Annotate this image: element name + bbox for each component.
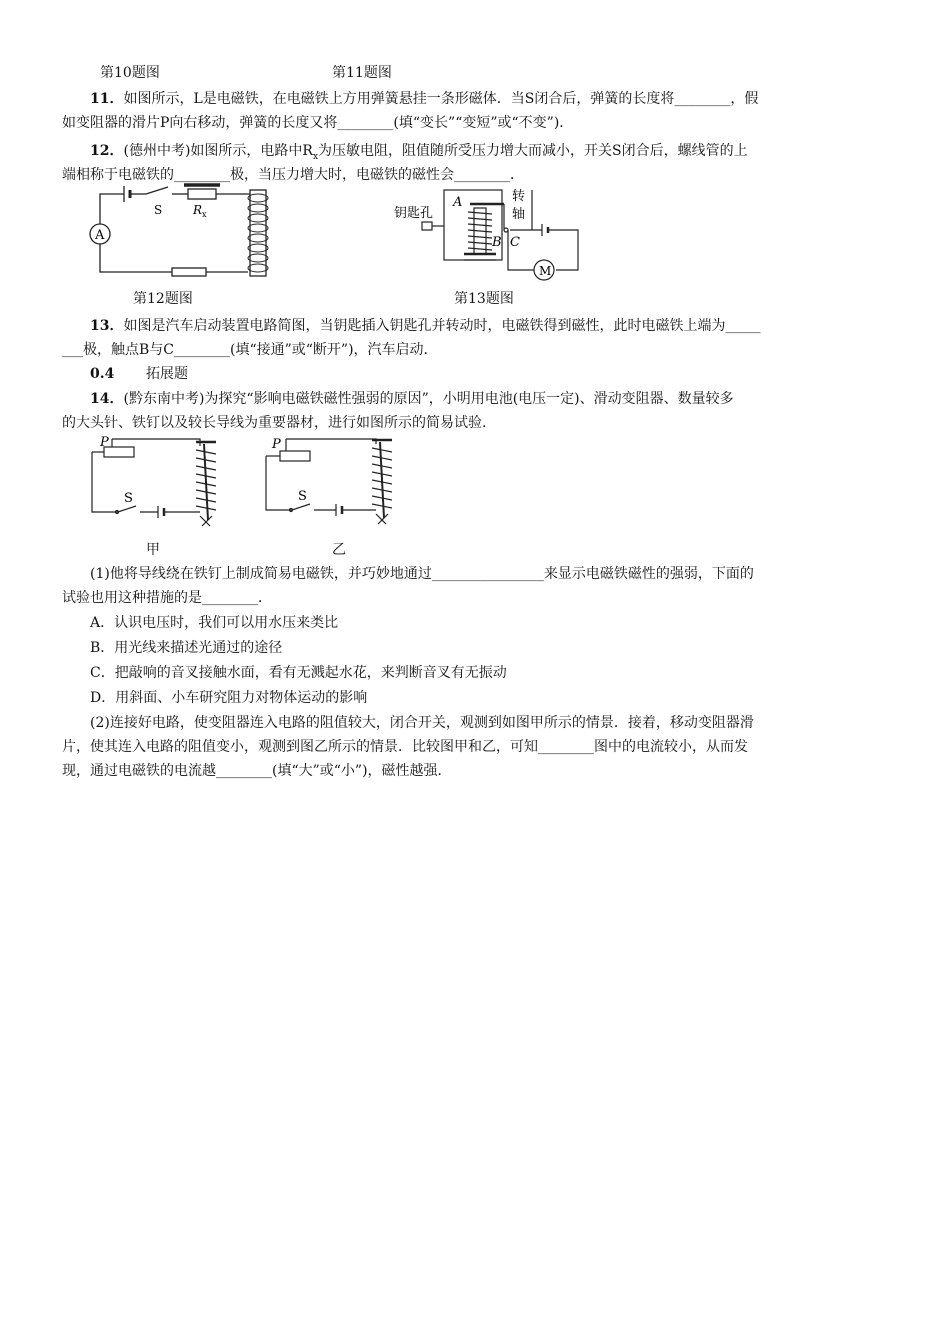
q14-part2-line2: 片，使其连入电路的阻值变小，观测到图乙所示的情景．比较图甲和乙，可知________图中的电流较小，从而发 (62, 739, 748, 755)
fig11-caption: 第11题图 (332, 65, 392, 81)
q14-option-b: B．用光线来描述光通过的途径 (90, 640, 283, 656)
q13-line1 (90, 316, 760, 336)
fig14-yi-s-label: S (298, 489, 307, 504)
fig13-starter-diagram (392, 184, 592, 284)
fig13-axis-label-1: 转 (512, 189, 526, 204)
q14-part1-line2: 试验也用这种措施的是________． (62, 590, 272, 606)
section-title: 拓展题 (146, 366, 188, 382)
fig13-label-c: C (510, 235, 520, 250)
fig10-caption: 第10题图 (100, 65, 160, 81)
fig13-keyhole-label: 钥匙孔 (394, 206, 434, 221)
fig13-axis-label-2: 轴 (512, 207, 526, 222)
fig13-label-b: B (492, 235, 502, 250)
fig12-switch-label: S (154, 203, 163, 217)
fig14-yi-p-label: P (272, 437, 281, 452)
q14-line1 (90, 389, 734, 409)
fig14-jia-s-label: S (124, 491, 133, 506)
q11-line1 (90, 89, 758, 109)
q12-number: 12． (90, 143, 124, 159)
q11-text-1: 如图所示，L是电磁铁，在电磁铁上方用弹簧悬挂一条形磁体．当S闭合后，弹簧的长度将________，假 (123, 91, 759, 107)
fig14-yi-caption: 乙 (332, 542, 346, 558)
q14-option-c: C．把敲响的音叉接触水面，看有无溅起水花，来判断音叉有无振动 (90, 665, 507, 681)
section-number: 0.4 (90, 366, 115, 382)
q12-text-1: (德州中考)如图所示，电路中R (123, 143, 313, 159)
q12-text-1b: 为压敏电阻，阻值随所受压力增大而减小，开关S闭合后，螺线管的上 (318, 143, 748, 159)
q13-number: 13． (90, 318, 124, 334)
q13-text-1: 如图是汽车启动装置电路简图，当钥匙插入钥匙孔并转动时，电磁铁得到磁性，此时电磁铁上端为_____ (123, 318, 761, 334)
fig12-circuit-diagram (80, 182, 285, 287)
fig12-resistor-label: R (193, 203, 203, 217)
q14-part1-line1: (1)他将导线绕在铁钉上制成简易电磁铁，并巧妙地通过________________来显示电磁铁磁性的强弱，下面的 (90, 566, 754, 582)
q12-subscript: x (312, 151, 319, 162)
q13-line2: ___极，触点B与C________(填“接通”或“断开”)，汽车启动． (62, 342, 438, 358)
q14-part2-line3: 现，通过电磁铁的电流越________(填“大”或“小”)，磁性越强． (62, 763, 452, 779)
fig14-yi-diagram (258, 434, 408, 529)
q14-text-1: (黔东南中考)为探究“影响电磁铁磁性强弱的原因”，小明用电池(电压一定)、滑动变阻器、数量较多 (123, 391, 734, 407)
q11-line2: 如变阻器的滑片P向右移动，弹簧的长度又将________(填“变长”“变短”或“不变”)． (62, 115, 574, 131)
q14-option-a: A．认识电压时，我们可以用水压来类比 (90, 615, 339, 631)
q14-option-d: D．用斜面、小车研究阻力对物体运动的影响 (90, 690, 368, 706)
fig13-label-a: A (453, 195, 463, 210)
q12-line1 (90, 141, 748, 167)
fig14-jia-caption: 甲 (146, 542, 160, 558)
fig14-jia-diagram (84, 436, 234, 531)
q12-line2: 端相称于电磁铁的________极，当压力增大时，电磁铁的磁性会________． (62, 167, 524, 183)
fig14-jia-p-label: P (100, 436, 109, 450)
fig12-resistor-subscript: x (202, 210, 207, 219)
q14-number: 14． (90, 391, 124, 407)
fig12-ammeter-label: A (95, 228, 105, 243)
fig12-caption: 第12题图 (133, 291, 193, 307)
fig13-caption: 第13题图 (454, 291, 514, 307)
fig13-motor-label: M (539, 264, 552, 278)
q14-line2: 的大头针、铁钉以及较长导线为重要器材，进行如图所示的简易试验． (62, 415, 496, 431)
q11-number: 11． (90, 91, 124, 107)
q14-part2-line1: (2)连接好电路，使变阻器连入电路的阻值较大，闭合开关，观测到如图甲所示的情景．接着，移动变阻器滑 (90, 715, 754, 731)
